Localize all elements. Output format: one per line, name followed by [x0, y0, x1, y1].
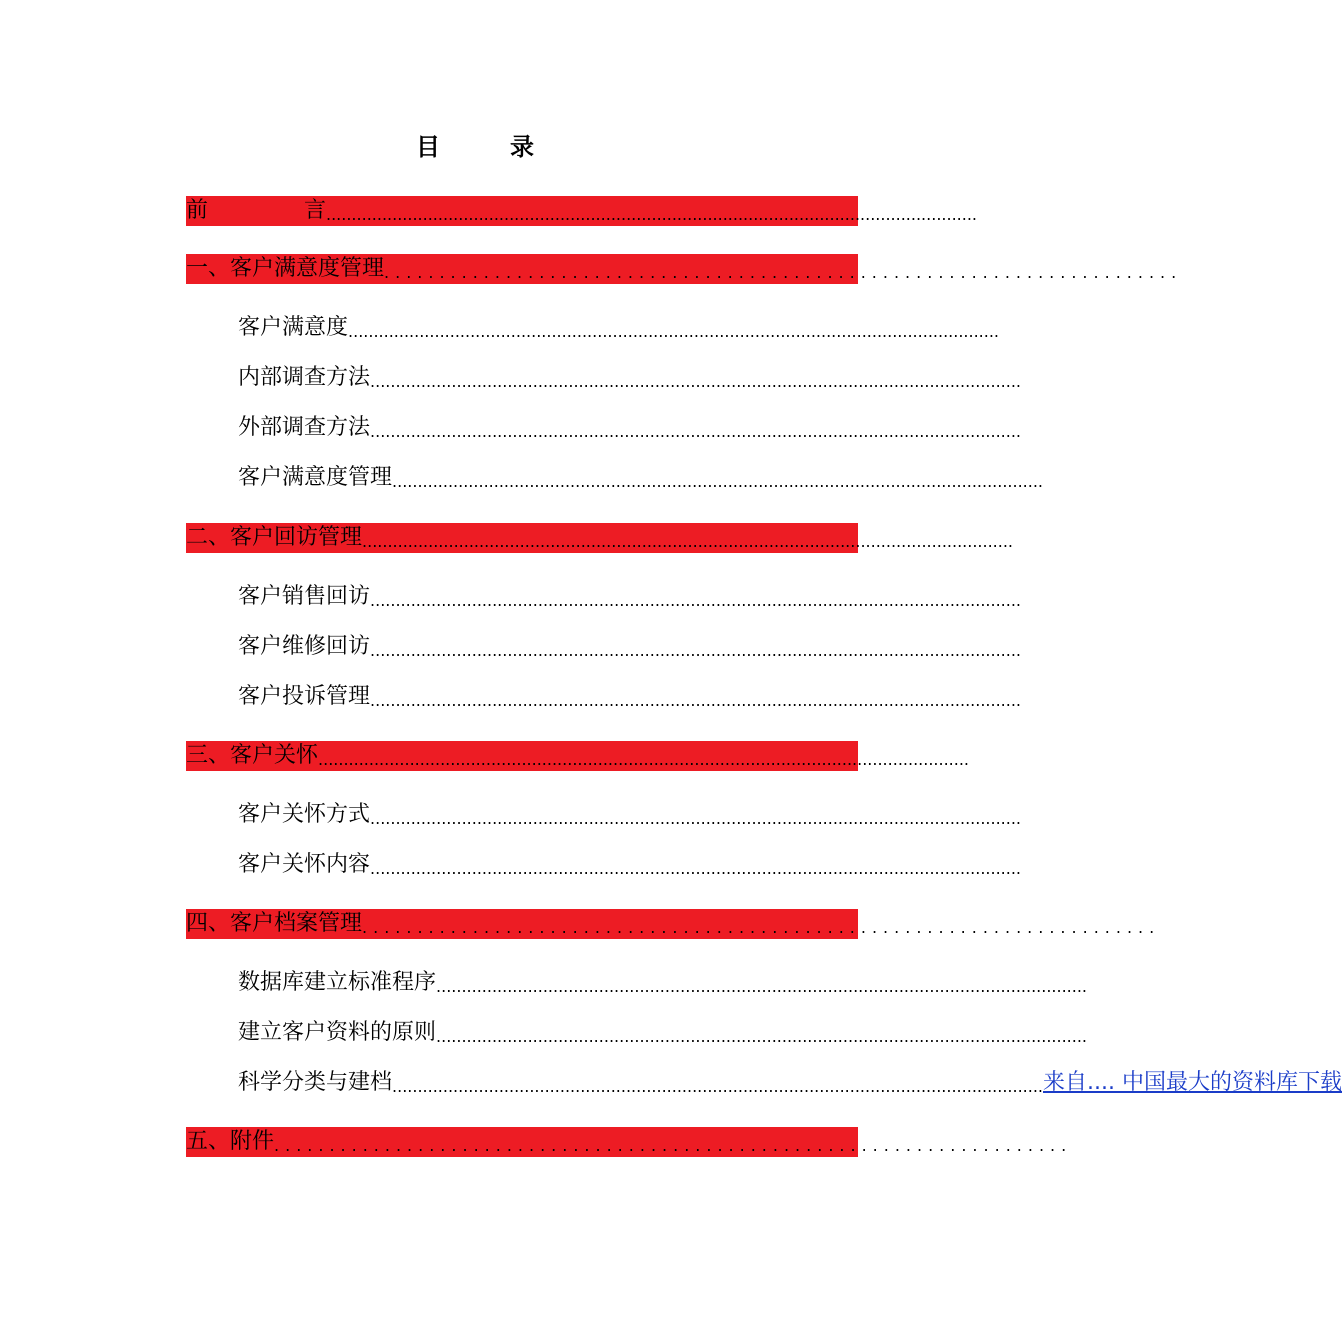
toc-item-label: 科学分类与建档 — [238, 1070, 393, 1095]
toc-leader-dots: ................................................................................................................................ — [370, 691, 1022, 710]
toc-entry-item[interactable] — [238, 1068, 1342, 1098]
download-link[interactable]: 来自.... 中国最大的资料库下载 — [1043, 1070, 1342, 1095]
toc-item-label: 客户投诉管理 — [238, 684, 371, 709]
toc-leader-dots: ................................................................................................................................ — [392, 472, 1044, 491]
toc-entry-item[interactable] — [238, 1018, 1088, 1048]
toc-leader-dots: ................................................................................................................................ — [370, 809, 1022, 828]
toc-leader-dots: ................................................................................................................................ — [392, 1077, 1044, 1096]
toc-section-label: 五、附件 — [186, 1129, 275, 1154]
toc-leader-dots: ................................................................................................................................ — [370, 641, 1022, 660]
toc-item-label: 客户满意度管理 — [238, 465, 393, 490]
toc-section-label: 三、客户关怀 — [186, 743, 319, 768]
toc-item-label: 客户满意度 — [238, 315, 349, 340]
toc-item-label: 数据库建立标准程序 — [238, 970, 437, 995]
toc-item-label: 客户维修回访 — [238, 634, 371, 659]
toc-item-label: 外部调查方法 — [238, 415, 371, 440]
toc-entry-item[interactable] — [238, 850, 1022, 880]
toc-preface-right: 言 — [303, 198, 326, 223]
toc-item-label: 内部调查方法 — [238, 365, 371, 390]
page-title — [0, 127, 950, 162]
toc-leader-dots: ................................................................................................................................ — [436, 1027, 1088, 1046]
toc-entry-section-4[interactable] — [186, 909, 1161, 939]
toc-preface-label — [186, 196, 326, 226]
toc-entry-item[interactable] — [238, 800, 1022, 830]
toc-leader-dots: ................................................................................................................................ — [436, 977, 1088, 996]
toc-entry-item[interactable] — [238, 582, 1022, 612]
toc-leader-dots: ................................................................................................................................ — [348, 322, 1000, 341]
toc-item-label: 建立客户资料的原则 — [238, 1020, 437, 1045]
toc-entry-item[interactable] — [238, 363, 1022, 393]
toc-section-label: 一、客户满意度管理 — [186, 256, 385, 281]
toc-leader-dots: ................................................................................................................................ — [326, 205, 977, 224]
toc-entry-preface[interactable] — [186, 196, 977, 226]
toc-leader-dots: ........................................................................ — [274, 1136, 1073, 1155]
toc-leader-dots: ................................................................................................................................ — [370, 422, 1022, 441]
toc-preface-left: 前 — [186, 198, 209, 223]
title-char-2: 录 — [510, 133, 534, 161]
title-char-1: 目 — [416, 133, 440, 161]
toc-section-label: 四、客户档案管理 — [186, 911, 363, 936]
toc-leader-dots: ................................................................................................................................ — [370, 372, 1022, 391]
toc-leader-dots: ................................................................................................................................ — [370, 859, 1022, 878]
toc-entry-section-1[interactable] — [186, 254, 1183, 284]
toc-section-label: 二、客户回访管理 — [186, 525, 363, 550]
toc-entry-item[interactable] — [238, 413, 1022, 443]
toc-leader-dots: ........................................................................ — [384, 263, 1183, 282]
toc-leader-dots: ................................................................................................................................ — [370, 591, 1022, 610]
toc-entry-item[interactable] — [238, 463, 1044, 493]
toc-entry-section-2[interactable] — [186, 523, 1014, 553]
toc-entry-item[interactable] — [238, 682, 1022, 712]
toc-entry-item[interactable] — [238, 632, 1022, 662]
toc-entry-item[interactable] — [238, 313, 1000, 343]
toc-leader-dots: ................................................................................................................................ — [318, 750, 970, 769]
toc-item-label: 客户关怀内容 — [238, 852, 371, 877]
toc-leader-dots: ........................................................................ — [362, 918, 1161, 937]
toc-entry-item[interactable] — [238, 968, 1088, 998]
toc-entry-section-3[interactable] — [186, 741, 970, 771]
toc-entry-section-5[interactable] — [186, 1127, 1073, 1157]
toc-item-label: 客户关怀方式 — [238, 802, 371, 827]
toc-leader-dots: ................................................................................................................................ — [362, 532, 1014, 551]
toc-item-label: 客户销售回访 — [238, 584, 371, 609]
